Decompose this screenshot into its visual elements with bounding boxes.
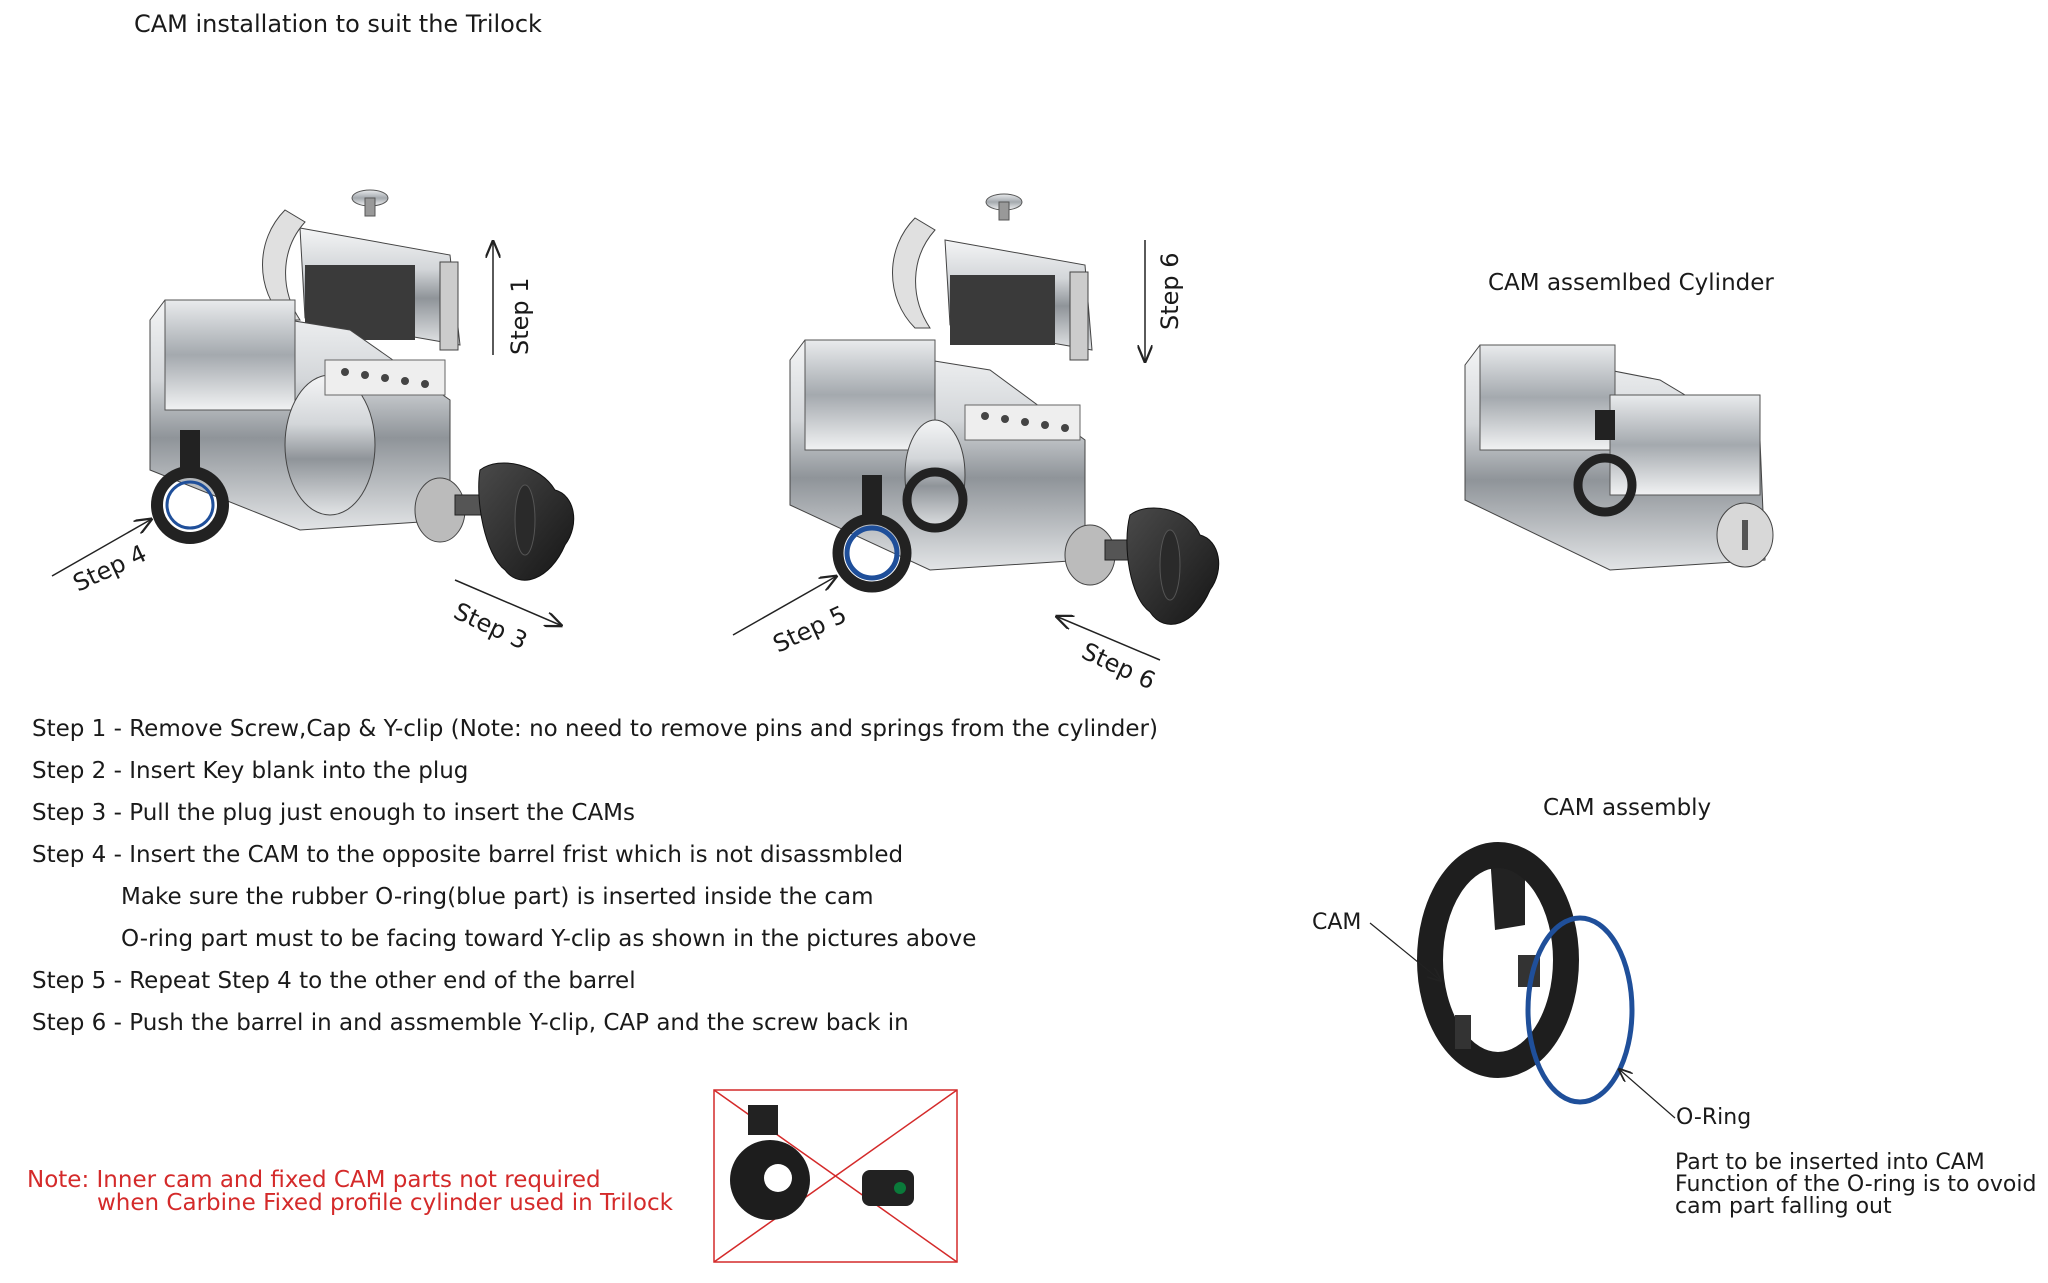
oring-desc-line-2: Function of the O-ring is to ovoid	[1675, 1172, 2037, 1197]
instruction-list	[32, 708, 1158, 1044]
step4-label: Step 4	[68, 539, 151, 598]
cam-part	[1430, 855, 1566, 1065]
instruction-step2: Step 2 - Insert Key blank into the plug	[32, 758, 469, 784]
oring-part	[1528, 918, 1632, 1102]
fixed-cam-part	[862, 1170, 914, 1206]
figure-step5-6-reassembly	[733, 194, 1219, 695]
instruction-step4-detail-1: Make sure the rubber O-ring(blue part) is inserted inside the cam	[121, 884, 874, 910]
figure-assembled-cylinder	[1465, 345, 1773, 570]
cap-part	[945, 240, 1092, 360]
instruction-step6: Step 6 - Push the barrel in and assmemble Y-clip, CAP and the screw back in	[32, 1010, 909, 1036]
instruction-step4-detail-2: O-ring part must to be facing toward Y-clip as shown in the pictures above	[121, 926, 977, 952]
step6-top-label: Step 6	[1156, 252, 1184, 330]
instruction-step5: Step 5 - Repeat Step 4 to the other end of the barrel	[32, 968, 636, 994]
cam-assembly-label: CAM assembly	[1543, 795, 1712, 821]
page-title: CAM installation to suit the Trilock	[134, 10, 542, 38]
figure-step1-disassembly	[52, 190, 574, 655]
note-text	[27, 1169, 673, 1215]
screw-icon	[986, 194, 1022, 220]
key-part	[1105, 508, 1219, 624]
key-part	[455, 463, 574, 580]
screw-icon	[352, 190, 388, 216]
note-line-2: when Carbine Fixed profile cylinder used in Trilock	[97, 1190, 673, 1216]
step6-bottom-label: Step 6	[1077, 637, 1160, 696]
oring-desc-line-3: cam part falling out	[1675, 1194, 1892, 1219]
oring-callout-label: O-Ring	[1676, 1105, 1752, 1130]
y-clip-part	[893, 218, 936, 328]
step3-label: Step 3	[449, 597, 532, 656]
figure-cam-assembly	[1370, 855, 1675, 1118]
step1-label: Step 1	[506, 277, 534, 355]
note-line-1: Note: Inner cam and fixed CAM parts not required	[27, 1167, 601, 1193]
cam-callout-label: CAM	[1312, 910, 1362, 935]
instruction-step3: Step 3 - Pull the plug just enough to insert the CAMs	[32, 800, 636, 826]
oring-description	[1675, 1152, 2036, 1218]
not-required-parts-image	[714, 1090, 957, 1262]
instruction-step4: Step 4 - Insert the CAM to the opposite barrel frist which is not disassmbled	[32, 842, 904, 868]
step5-label: Step 5	[768, 600, 851, 659]
instruction-step1: Step 1 - Remove Screw,Cap & Y-clip (Note: no need to remove pins and springs from the cylinder)	[32, 716, 1158, 742]
oring-desc-line-1: Part to be inserted into CAM	[1675, 1150, 1985, 1175]
oring-callout-line	[1620, 1070, 1675, 1118]
assembled-cylinder-label: CAM assemlbed Cylinder	[1488, 270, 1774, 296]
